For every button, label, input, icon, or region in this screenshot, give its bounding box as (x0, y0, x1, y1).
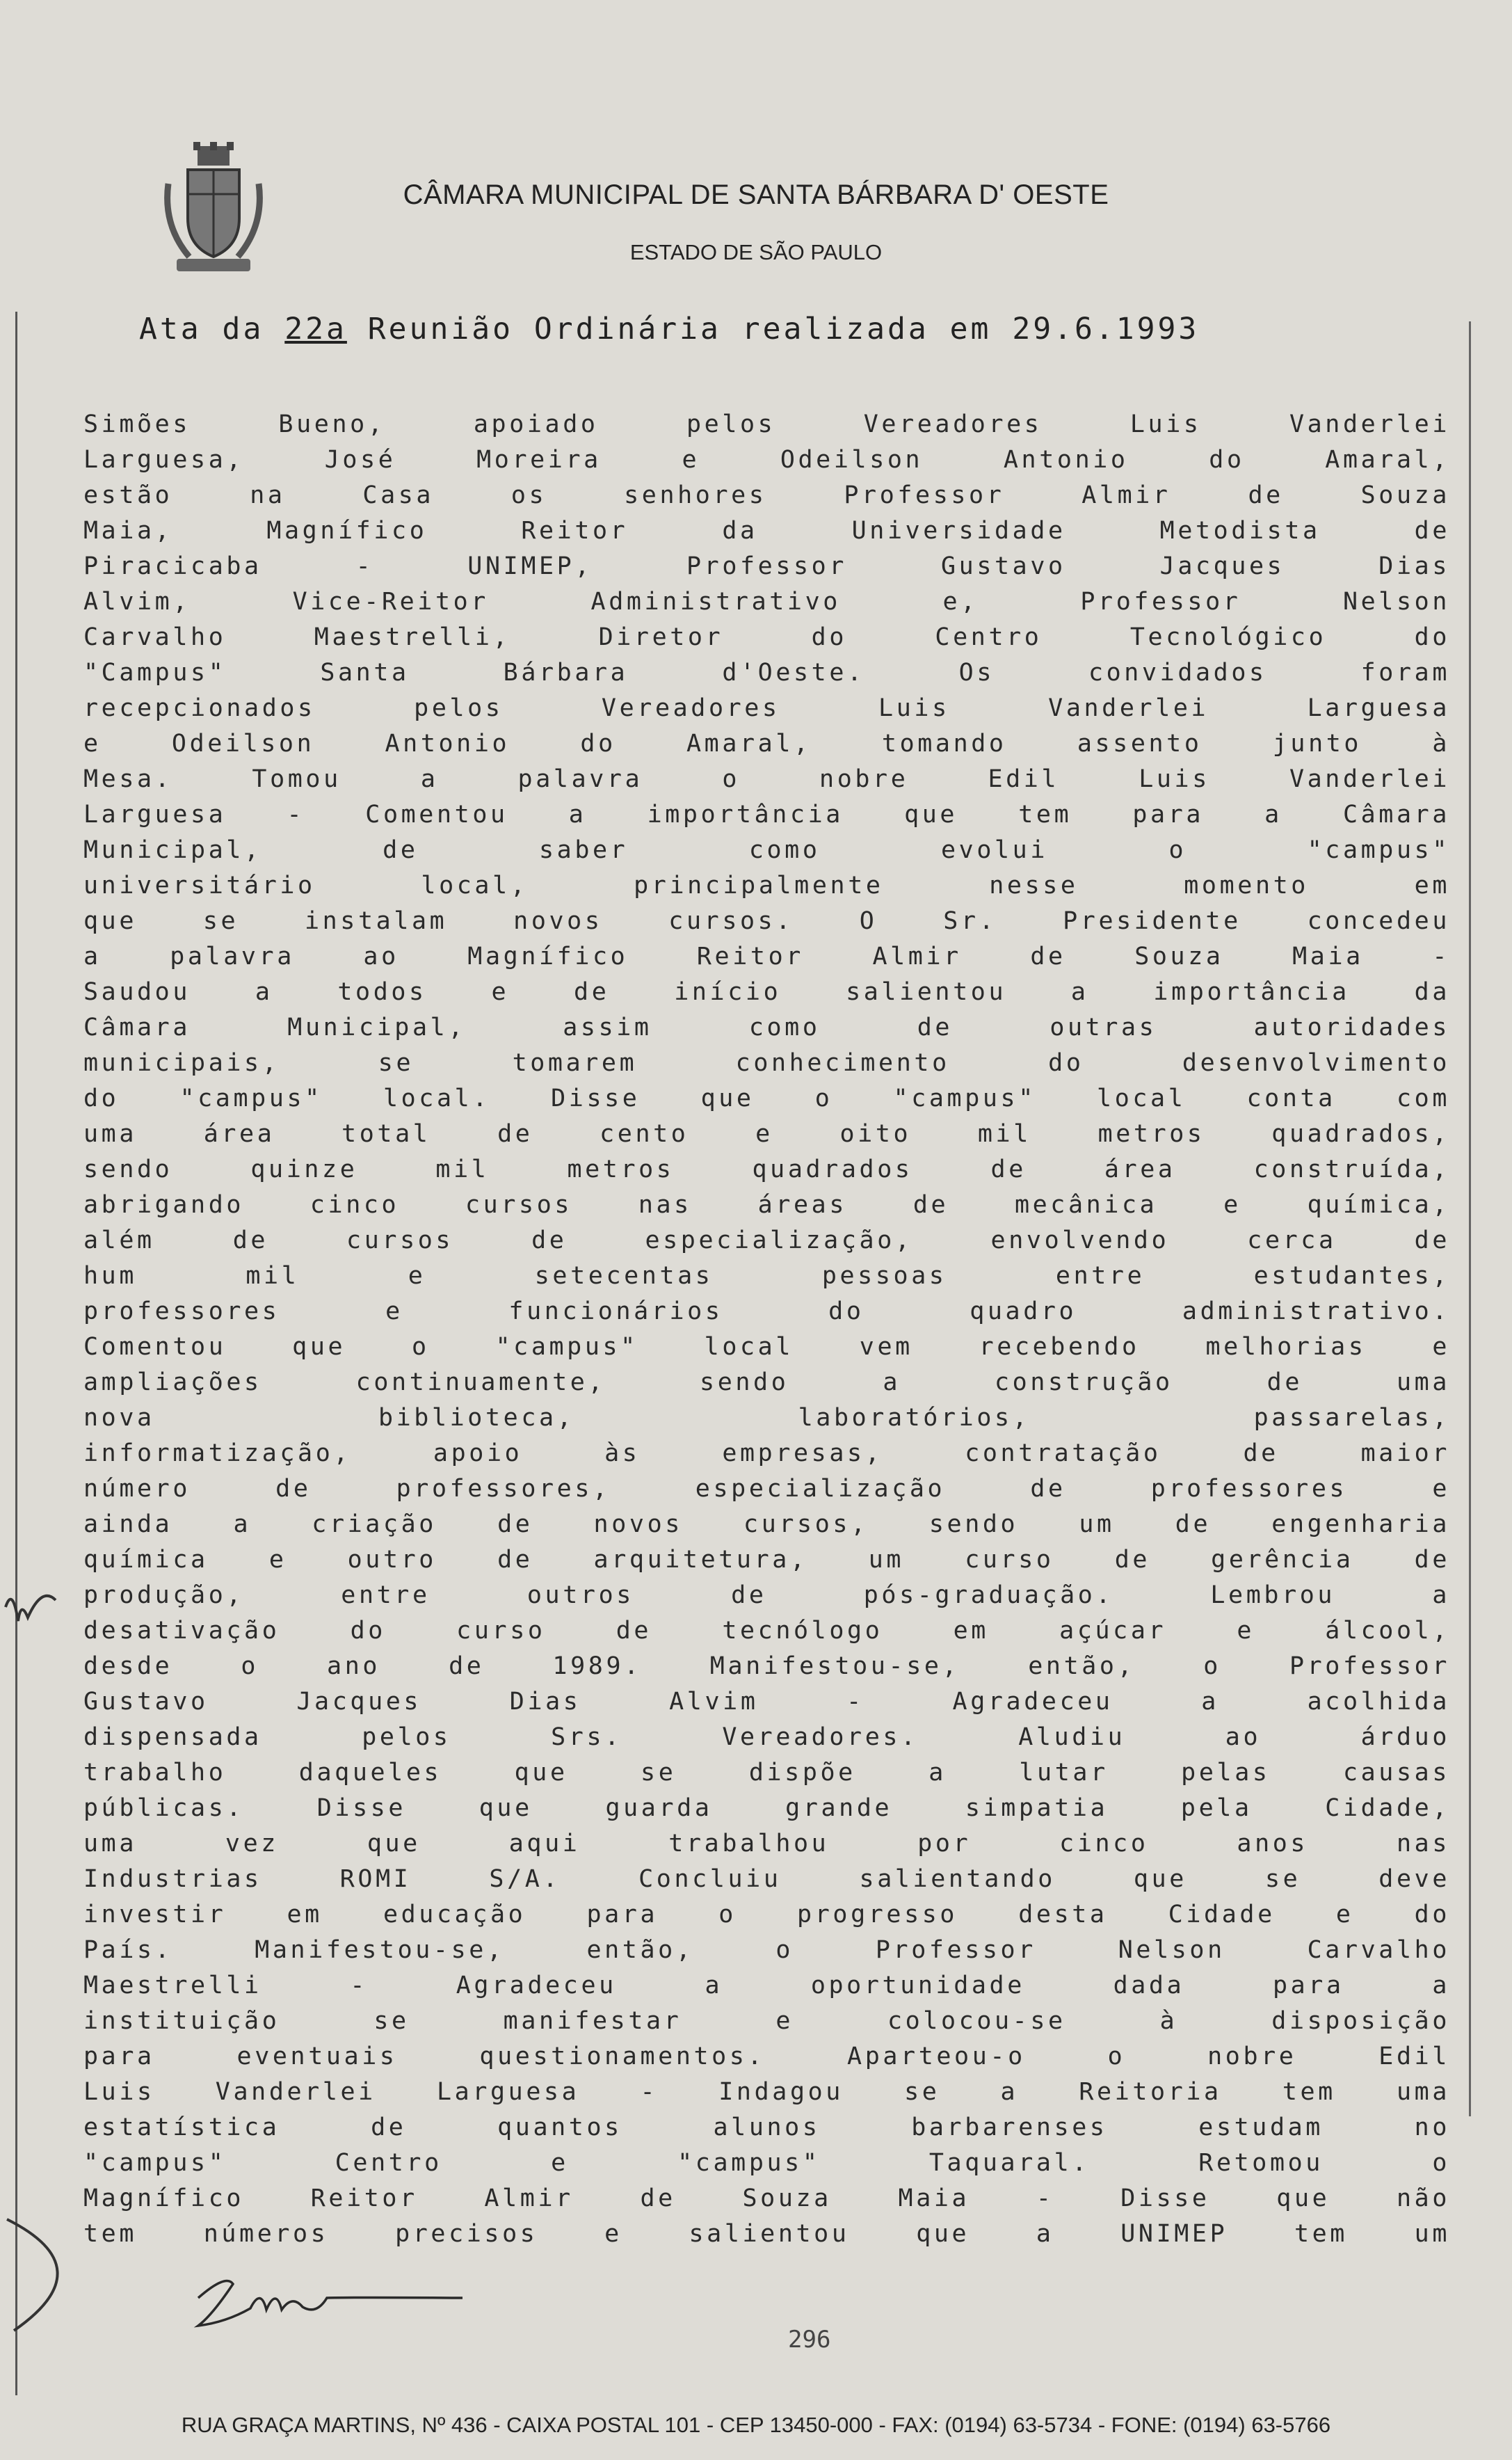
text-line: desde o ano de 1989. Manifestou-se, então, o Professor (83, 1652, 1450, 1680)
text-line: sendo quinze mil metros quadrados de área construída, (83, 1156, 1450, 1183)
text-line: dispensada pelos Srs. Vereadores. Aludiu ao árduo (83, 1723, 1450, 1751)
text-line: Industrias ROMI S/A. Concluiu salientando que se deve (83, 1865, 1450, 1893)
text-line: Magnífico Reitor Almir de Souza Maia - Disse que não (83, 2185, 1450, 2212)
right-margin-rule (1469, 321, 1471, 2116)
text-line: Mesa. Tomou a palavra o nobre Edil Luis Vanderlei (83, 765, 1450, 793)
text-line: que se instalam novos cursos. O Sr. Presidente concedeu (83, 907, 1450, 935)
footer-address: RUA GRAÇA MARTINS, Nº 436 - CAIXA POSTAL 101 - CEP 13450-000 - FAX: (0194) 63-5734 - FONE: (0194) 63-5766 (181, 2413, 1331, 2437)
text-line: tem números precisos e salientou que a UNIMEP tem um (83, 2220, 1450, 2248)
minutes-title (139, 312, 1199, 346)
title-suffix: Reunião Ordinária realizada em 29.6.1993 (367, 312, 1200, 346)
text-line: Piracicaba - UNIMEP, Professor Gustavo Jacques Dias (83, 552, 1450, 580)
meeting-ordinal: 22a (284, 312, 347, 346)
handwritten-signature (184, 2267, 469, 2333)
text-line: Simões Bueno, apoiado pelos Vereadores Luis Vanderlei (83, 410, 1450, 438)
text-line: e Odeilson Antonio do Amaral, tomando assento junto à (83, 730, 1450, 758)
title-prefix: Ata da (139, 312, 264, 346)
text-line: públicas. Disse que guarda grande simpatia pela Cidade, (83, 1794, 1450, 1822)
text-line: ampliações continuamente, sendo a construção de uma (83, 1368, 1450, 1396)
text-line: estão na Casa os senhores Professor Almir de Souza (83, 481, 1450, 509)
text-line: Alvim, Vice-Reitor Administrativo e, Professor Nelson (83, 588, 1450, 616)
text-line: Saudou a todos e de início salientou a importância da (83, 978, 1450, 1006)
text-line: química e outro de arquitetura, um curso de gerência de (83, 1546, 1450, 1574)
minutes-body (83, 407, 1450, 2252)
text-line: abrigando cinco cursos nas áreas de mecânica e química, (83, 1191, 1450, 1219)
text-line: municipais, se tomarem conhecimento do desenvolvimento (83, 1049, 1450, 1077)
text-line: trabalho daqueles que se dispõe a lutar pelas causas (83, 1759, 1450, 1787)
text-line: Luis Vanderlei Larguesa - Indagou se a Reitoria tem uma (83, 2078, 1450, 2106)
text-line: recepcionados pelos Vereadores Luis Vanderlei Larguesa (83, 694, 1450, 722)
text-line: Maestrelli - Agradeceu a oportunidade dada para a (83, 1972, 1450, 1999)
text-line: professores e funcionários do quadro administrativo. (83, 1297, 1450, 1325)
text-line: a palavra ao Magnífico Reitor Almir de Souza Maia - (83, 943, 1450, 971)
text-line: Municipal, de saber como evolui o "campus" (83, 836, 1450, 864)
text-line: desativação do curso de tecnólogo em açúcar e álcool, (83, 1617, 1450, 1645)
text-line: País. Manifestou-se, então, o Professor Nelson Carvalho (83, 1936, 1450, 1964)
text-line: "campus" Centro e "campus" Taquaral. Retomou o (83, 2149, 1450, 2177)
text-line: hum mil e setecentas pessoas entre estudantes, (83, 1262, 1450, 1290)
text-line: ainda a criação de novos cursos, sendo um de engenharia (83, 1510, 1450, 1538)
text-line: Larguesa - Comentou a importância que tem para a Câmara (83, 801, 1450, 829)
state-name: ESTADO DE SÃO PAULO (629, 240, 883, 264)
institution-name: CÂMARA MUNICIPAL DE SANTA BÁRBARA D' OESTE (403, 179, 1109, 210)
text-line: estatística de quantos alunos barbarenses estudam no (83, 2114, 1450, 2141)
text-line: para eventuais questionamentos. Aparteou-o o nobre Edil (83, 2043, 1450, 2070)
page-number: 296 (788, 2326, 831, 2354)
text-line: instituição se manifestar e colocou-se à disposição (83, 2007, 1450, 2035)
text-line: Larguesa, José Moreira e Odeilson Antonio do Amaral, (83, 446, 1450, 474)
text-line: produção, entre outros de pós-graduação. Lembrou a (83, 1581, 1450, 1609)
text-line: informatização, apoio às empresas, contratação de maior (83, 1439, 1450, 1467)
text-line: universitário local, principalmente nesse momento em (83, 872, 1450, 900)
text-line: Maia, Magnífico Reitor da Universidade Metodista de (83, 517, 1450, 545)
text-line: uma área total de cento e oito mil metros quadrados, (83, 1120, 1450, 1148)
text-line: Gustavo Jacques Dias Alvim - Agradeceu a acolhida (83, 1688, 1450, 1716)
text-line: Carvalho Maestrelli, Diretor do Centro Tecnológico do (83, 623, 1450, 651)
text-line: uma vez que aqui trabalhou por cinco anos nas (83, 1830, 1450, 1858)
text-line: nova biblioteca, laboratórios, passarelas, (83, 1404, 1450, 1432)
text-line: além de cursos de especialização, envolvendo cerca de (83, 1227, 1450, 1254)
text-line: investir em educação para o progresso desta Cidade e do (83, 1901, 1450, 1928)
text-line: do "campus" local. Disse que o "campus" local conta com (83, 1085, 1450, 1112)
text-line: Comentou que o "campus" local vem recebendo melhorias e (83, 1333, 1450, 1361)
margin-annotation (0, 1579, 104, 2365)
text-line: Câmara Municipal, assim como de outras autoridades (83, 1014, 1450, 1041)
text-line: número de professores, especialização de professores e (83, 1475, 1450, 1503)
text-line: "Campus" Santa Bárbara d'Oeste. Os convidados foram (83, 659, 1450, 687)
